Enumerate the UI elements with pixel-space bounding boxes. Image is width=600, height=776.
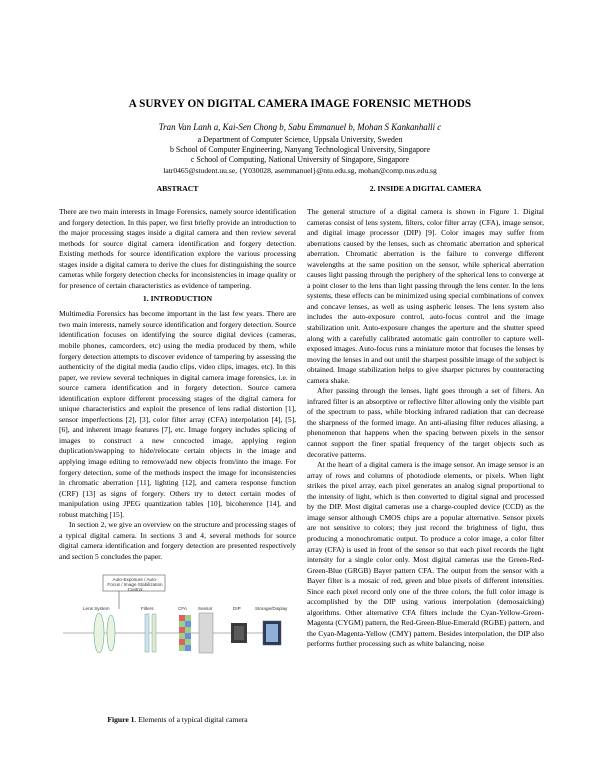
filter-icon	[145, 614, 149, 652]
figure-caption-text: . Elements of a typical digital camera	[134, 714, 248, 724]
camera-diagram	[59, 571, 296, 711]
cfa-icon	[179, 615, 191, 651]
affiliation-b: b School of Computer Engineering, Nanyang Technological University, Singapore	[169, 145, 430, 154]
introduction-heading: 1. INTRODUCTION	[142, 294, 213, 304]
affiliation-a: a Department of Computer Science, Uppsala University, Sweden	[197, 135, 403, 144]
label-dip: DIP	[233, 605, 241, 611]
section2-paragraph-1: The general structure of a digital camera is shown in Figure 1. Digital cameras consist of lens system, filters, color filter array (CFA), image sensor, and digital image processor (DIP) [9]. Color images may suffer from aberrations caused by the lenses, such as chromatic aberration and spherical aberration. Chromatic aberration is the failure to converge different wavelengths at the same position on the sensor, while spherical aberration causes light passing through the periphery of the spherical lens to converge at a point closer to the lens than light passing through the lens center. In the lens systems, these effects can be minimized using special combinations of convex and concave lenses, as well as using aspheric lenses. The lens system also includes the auto-exposure control, auto-focus control and the image stabilization unit. Auto-exposure changes the aperture and the shutter speed along with a carefully calibrated automatic gain controller to capture well-exposed images. Auto-focus runs a miniature motor that focuses the lenses by moving the lenses in and out until the sharpest possible image of the subject is obtained. Image stabilization helps to give sharper pictures by counteracting camera shake.	[307, 207, 544, 385]
label-sensor: Sensor	[198, 605, 213, 611]
sensor-icon	[199, 613, 213, 653]
figure-caption	[59, 715, 296, 726]
lens-icon	[94, 613, 104, 653]
figure-1	[59, 571, 296, 729]
intro-paragraph-1: Multimedia Forensics has become important in the last few years. There are two main interests, namely source identification and forgery detection. Source identification focuses on identifying the source digital devices (cameras, mobile phones, camcorders, etc) using the media produced by them, while forgery detection attempts to discover evidence of tampering by assessing the authenticity of the digital media (audio clips, video clips, images, etc). In this paper, we review several techniques in digital camera image forensics, i.e. in source camera identification and in forgery detection. Source camera identification explore different processing stages of the digital camera for unique characteristics and exploit the presence of lens radial distortion [1], sensor imperfections [2], [3], color filter array (CFA) interpolation [4], [5], [6], and inherent image features [7], etc. Image forgery includes splicing of images to construct a new concocted image, applying region duplication/swapping to hide/relocate certain objects in the image and applying image editing to remove/add new objects from/into the image. For forgery detection, some of the methods inspect the image for inconsistencies in chromatic aberration [11], lighting [12], and camera response function (CRF) [13] as signs of forgery. Others try to detect certain modes of manipulation using JPEG quantization tables [10], bicoherence [14], and robust matching [15].	[59, 309, 296, 519]
lens-icon	[107, 615, 115, 651]
filter-icon	[152, 614, 156, 652]
figure-caption-label: Figure 1	[107, 714, 135, 724]
label-lens-system: Lens System	[83, 605, 110, 611]
control-box-label: Auto-Exposure / Auto-Focus / Image Stabilization Control	[107, 576, 163, 592]
author-list: Tran Van Lanh a, Kai-Sen Chong b, Sabu Emmanuel b, Mohan S Kankanhalli c	[158, 122, 442, 132]
abstract-heading: ABSTRACT	[156, 184, 199, 193]
section2-paragraph-3: At the heart of a digital camera is the image sensor. An image sensor is an array of rows and columns of photodiode elements, or pixels. When light strikes the pixel array, each pixel generates an analog signal proportional to the intensity of light, which is then converted to digital signal and processed by the DIP. Most digital cameras use a charge-coupled device (CCD) as the image sensor although CMOS chips are a popular alternative. Sensor pixels are not sensitive to colors; they just record the brightness of light, thus producing a monochromatic output. To produce a color image, a color filter array (CFA) is used in front of the sensor so that each pixel records the light intensity for a single color only. Most digital cameras use the Green-Red-Green-Blue (GRGB) Bayer pattern CFA. The output from the sensor with a Bayer filter is a mosaic of red, green and blue pixels of different intensities. Since each pixel record only one of the three colors, the full color image is accomplished by the DIP using various interpolation (demosaicking) algorithms. Other alternative CFA filters include the Cyan-Yellow-Green-Magenta (CYGM) pattern, the Red-Green-Blue-Emerald (RGBE) pattern, and the Cyan-Magenta-Yellow (CMY) pattern. Besides interpolation, the DIP also performs further processing such as white balancing, noise	[307, 460, 544, 649]
label-cfa: CFA	[178, 605, 187, 611]
intro-paragraph-2: In section 2, we give an overview on the structure and processing stages of a typical digital camera. In sections 3 and 4, several methods for source digital camera identification and forgery detection are presented respectively and section 5 concludes the paper.	[59, 520, 296, 561]
abstract-text: There are two main interests in Image Forensics, namely source identification and forgery detection. In this paper, we first briefly provide an introduction to the major processing stages inside a digital camera and then review several methods for source digital camera identification and forgery detection. Existing methods for source identification explore the various processing stages inside a digital camera to derive the clues for distinguishing the source cameras while forgery detection checks for inconsistencies in image quality or for presence of certain characteristics as evidence of tampering.	[59, 207, 296, 290]
paper-title: A SURVEY ON DIGITAL CAMERA IMAGE FORENSIC METHODS	[128, 98, 472, 110]
author-emails: latr0465@student.uu.se, {Y030028, asemmanuel}@ntu.edu.sg, mohan@comp.nus.edu.sg	[163, 166, 437, 175]
left-column	[59, 183, 296, 729]
label-filters: Filters	[141, 605, 154, 611]
section2-heading: 2. INSIDE A DIGITAL CAMERA	[369, 184, 482, 193]
affiliation-c: c School of Computing, National University of Singapore, Singapore	[190, 155, 410, 164]
label-storage-display: Storage/Display	[255, 605, 288, 611]
right-column	[307, 183, 544, 650]
section2-paragraph-2: After passing through the lenses, light goes through a set of filters. An infrared filter is an absorptive or reflective filter allowing only the visible part of the spectrum to pass, while blocking infrared radiation that can decrease the sharpness of the formed image. An anti-aliasing filter reduces aliasing, a phenomenon that happens when the spacing between pixels in the sensor cannot support the finer spatial frequency of the target objects such as decorative patterns.	[307, 386, 544, 459]
